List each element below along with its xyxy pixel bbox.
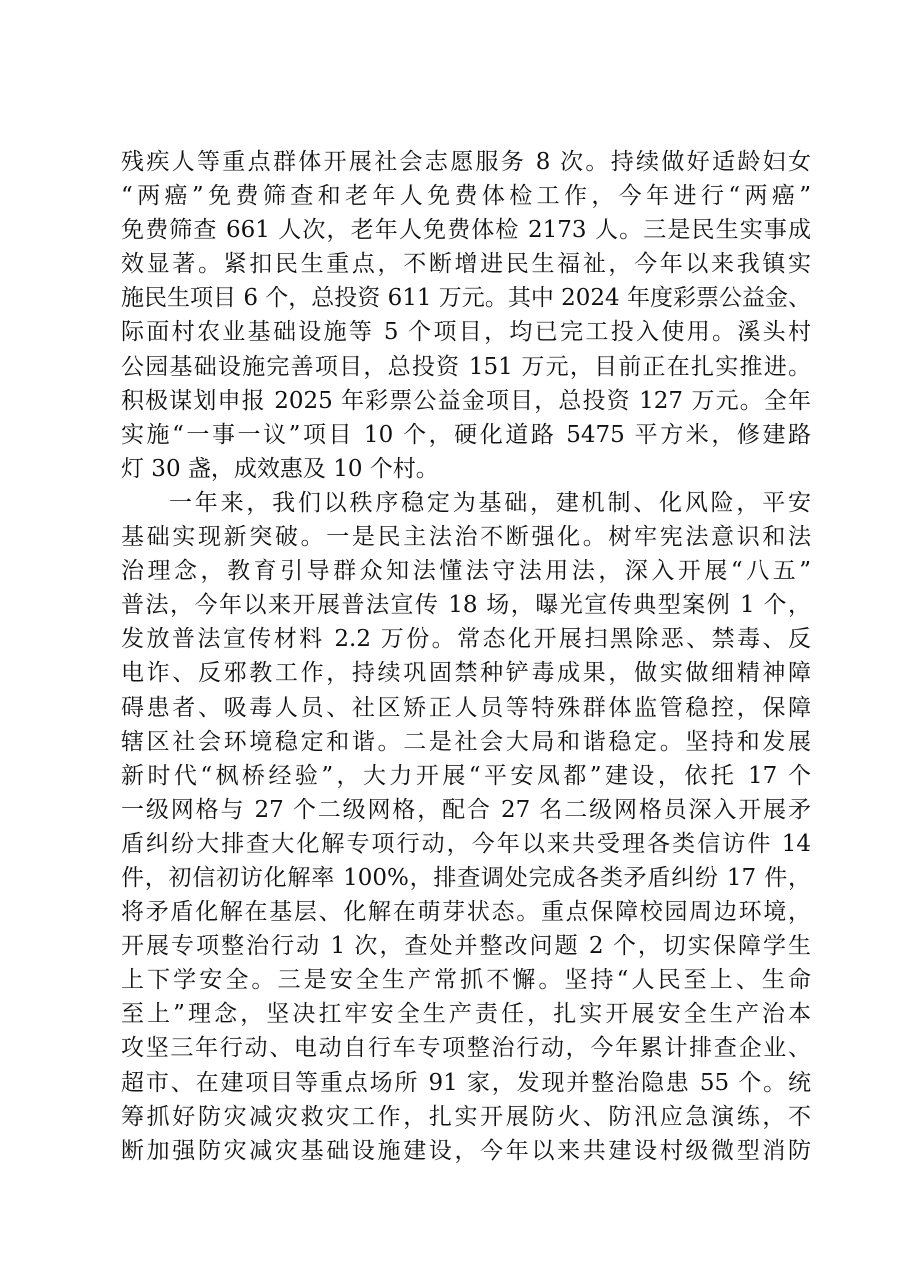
document-body (121, 145, 811, 1168)
text-line: 攻坚三年行动、电动自行车专项整治行动，今年累计排查企业、 (121, 1035, 811, 1062)
text-line: 将矛盾化解在基层、化解在萌芽状态。重点保障校园周边环境， (121, 899, 811, 926)
text-line: 发放普法宣传材料 2.2 万份。常态化开展扫黑除恶、禁毒、反 (121, 626, 811, 653)
text-line: 残疾人等重点群体开展社会志愿服务 8 次。持续做好适龄妇女 (121, 149, 811, 175)
paragraph-first-line: 一年来，我们以秩序稳定为基础，建机制、化风险，平安 (169, 489, 811, 516)
text-line: 灯 30 盏，成效惠及 10 个村。 (121, 455, 439, 482)
text-line: 辖区社会环境稳定和谐。二是社会大局和谐稳定。坚持和发展 (121, 728, 811, 755)
text-line: 普法，今年以来开展普法宣传 18 场，曝光宣传典型案例 1 个， (121, 592, 811, 619)
text-line: 新时代“枫桥经验”，大力开展“平安凤都”建设，依托 17 个 (121, 762, 811, 789)
text-line: 积极谋划申报 2025 年彩票公益金项目，总投资 127 万元。全年 (121, 387, 811, 414)
text-line: 公园基础设施完善项目，总投资 151 万元，目前正在扎实推进。 (121, 353, 811, 380)
text-line: 超市、在建项目等重点场所 91 家，发现并整治隐患 55 个。统 (121, 1069, 811, 1096)
text-line: 效显著。紧扣民生重点，不断增进民生福祉，今年以来我镇实 (121, 251, 811, 278)
text-line: “两癌”免费筛查和老年人免费体检工作，今年进行“两癌” (121, 183, 811, 210)
text-line: 筹抓好防灾减灾救灾工作，扎实开展防火、防汛应急演练，不 (121, 1103, 811, 1130)
text-line: 断加强防灾减灾基础设施建设，今年以来共建设村级微型消防 (121, 1137, 811, 1164)
text-line: 盾纠纷大排查大化解专项行动，今年以来共受理各类信访件 14 (121, 830, 811, 857)
text-line: 实施“一事一议”项目 10 个，硬化道路 5475 平方米，修建路 (121, 421, 811, 448)
text-line: 电诈、反邪教工作，持续巩固禁种铲毒成果，做实做细精神障 (121, 660, 811, 687)
text-line: 施民生项目 6 个，总投资 611 万元。其中 2024 年度彩票公益金、 (121, 285, 811, 312)
text-line: 上下学安全。三是安全生产常抓不懈。坚持“人民至上、生命 (121, 967, 811, 994)
text-line: 一级网格与 27 个二级网格，配合 27 名二级网格员深入开展矛 (121, 796, 811, 823)
text-line: 际面村农业基础设施等 5 个项目，均已完工投入使用。溪头村 (121, 319, 811, 346)
text-line: 至上”理念，坚决扛牢安全生产责任，扎实开展安全生产治本 (121, 1001, 811, 1028)
text-line: 治理念，教育引导群众知法懂法守法用法，深入开展“八五” (121, 558, 811, 585)
text-line: 件，初信初访化解率 100%，排查调处完成各类矛盾纠纷 17 件， (121, 864, 811, 891)
text-line: 碍患者、吸毒人员、社区矫正人员等特殊群体监管稳控，保障 (121, 694, 811, 721)
text-line: 免费筛查 661 人次，老年人免费体检 2173 人。三是民生实事成 (121, 217, 811, 244)
text-line: 基础实现新突破。一是民主法治不断强化。树牢宪法意识和法 (121, 524, 811, 551)
text-line: 开展专项整治行动 1 次，查处并整改问题 2 个，切实保障学生 (121, 933, 811, 960)
